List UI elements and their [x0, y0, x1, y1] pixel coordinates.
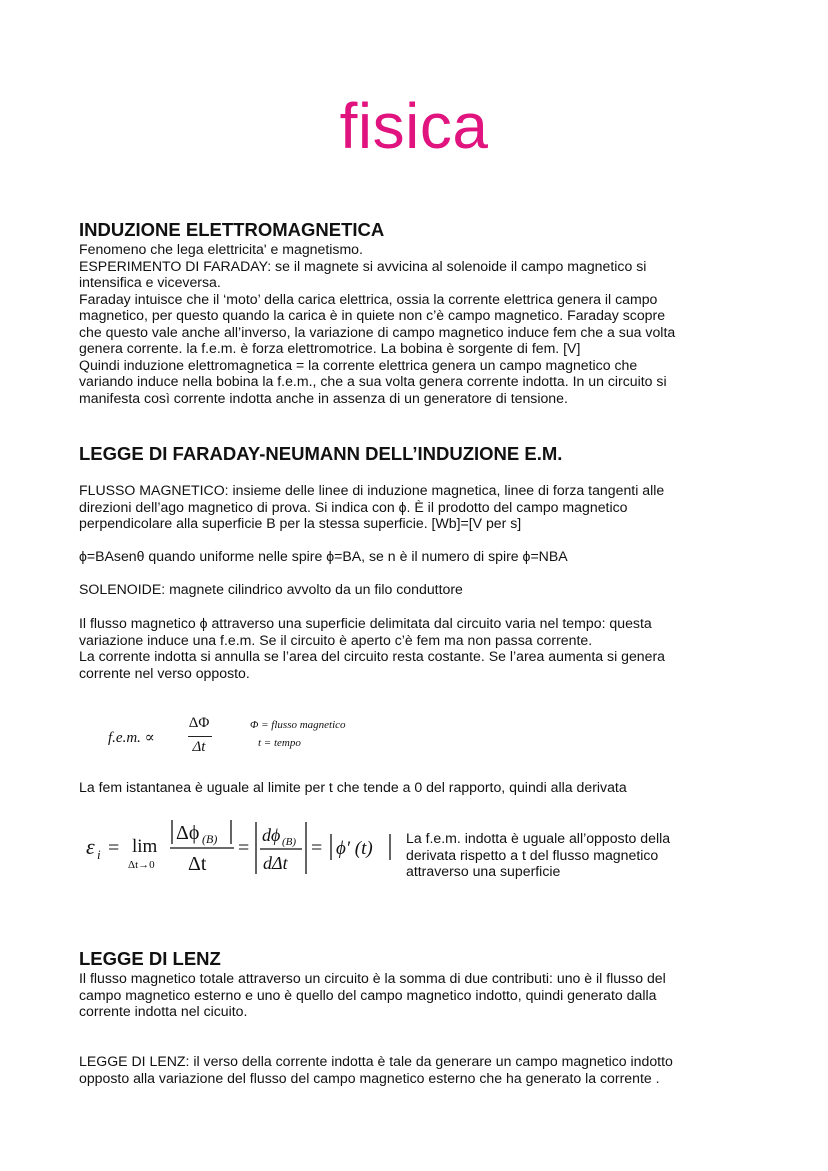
formula-num2: dϕ — [262, 825, 281, 845]
formula-equals-3: = — [311, 837, 323, 859]
paragraph-legge-lenz: LEGGE DI LENZ: il verso della corrente indotta è tale da generare un campo magnetico indotto opposto alla variazione del flusso del campo magnetico esterno che ha generato la corrente . — [79, 1053, 673, 1086]
paragraph-variazione-flusso: Il flusso magnetico ϕ attraverso una superficie delimitata dal circuito varia nel tempo: questa variazione induce una f.e.m. Se il circuito è aperto c’è fem ma non passa corrente. La corrente indotta si annulla se l’area del circuito resta costante. Se l’area aumenta si genera corrente nel verso opposto. — [79, 615, 666, 681]
formula-fem-numerator: ΔΦ — [188, 715, 210, 731]
formula-fem-denominator: Δt — [192, 739, 206, 755]
formula-num1: Δϕ — [176, 822, 200, 844]
paragraph-flusso-formula: ϕ=BAsenθ quando uniforme nelle spire ϕ=BA, se n è il numero di spire ϕ=NBA — [79, 548, 568, 564]
page-title: fisica — [339, 90, 489, 162]
formula-equals-1: = — [108, 837, 120, 859]
formula-legend — [250, 716, 346, 752]
formula-note: La f.e.m. indotta è uguale all’opposto della derivata rispetto a t del flusso magnetico attraverso una superficie — [406, 830, 671, 879]
formula-lim-sub: Δt→0 — [128, 859, 155, 871]
formula-fem-istantanea — [86, 816, 671, 880]
formula-equals-2: = — [238, 837, 250, 859]
formula-num2-sub: (B) — [282, 836, 297, 848]
formula-den1: Δt — [188, 853, 207, 875]
formula-derivative-svg — [86, 816, 396, 880]
paragraph-solenoide: SOLENOIDE: magnete cilindrico avvolto da un filo conduttore — [79, 581, 463, 597]
heading-faraday-neumann: LEGGE DI FARADAY-NEUMANN DELL’INDUZIONE E.M. — [79, 443, 563, 464]
paragraph-fem-istantanea: La fem istantanea è uguale al limite per t che tende a 0 del rapporto, quindi alla derivata — [79, 779, 627, 795]
formula-fem-lhs: f.e.m. ∝ — [108, 730, 155, 746]
paragraph-flusso-magnetico: FLUSSO MAGNETICO: insieme delle linee di induzione magnetica, linee di forza tangenti alle direzioni dell’ago magnetico di prova. Si indica con ϕ. È il prodotto del campo magnetico perpendicolare alla superficie B per la stessa superficie. [Wb]=[V per s] — [79, 482, 665, 531]
legend-flusso: Φ = flusso magnetico — [250, 719, 346, 731]
formula-num1-sub: (B) — [202, 832, 218, 846]
formula-den2: dΔt — [263, 853, 288, 873]
formula-epsilon-sub: i — [97, 847, 101, 862]
heading-induzione: INDUZIONE ELETTROMAGNETICA — [79, 219, 385, 240]
paragraph-flusso-totale: Il flusso magnetico totale attraverso un circuito è la somma di due contributi: uno è il flusso del campo magnetico esterno e uno è quello del campo magnetico indotto, quindi generato dalla corrente indotta nel cicuito. — [79, 970, 666, 1019]
fraction-bar — [188, 736, 212, 737]
legend-tempo: t = tempo — [258, 737, 301, 749]
formula-rhs: ϕ′ (t) — [336, 838, 373, 859]
heading-lenz: LEGGE DI LENZ — [79, 948, 221, 969]
paragraph-induzione: Fenomeno che lega elettricita' e magnetismo. ESPERIMENTO DI FARADAY: se il magnete si avvicina al solenoide il campo magnetico si intensifica e viceversa. Faraday intuisce che il ‘moto’ della carica elettrica, ossia la corrente elettrica genera il campo magnetico, per questo quando la carica è in quiete non c’è campo magnetico. Faraday scopre che questo vale anche all’inverso, la variazione di campo magnetico induce fem che a sua volta genera corrente. la f.e.m. è forza elettromotrice. La bobina è sorgente di fem. [V] Quindi induzione elettromagnetica = la corrente elettrica genera un campo magnetico che variando induce nella bobina la f.e.m., che a sua volta genera corrente indotta. In un circuito si manifesta così corrente indotta anche in assenza di un generatore di tensione. — [79, 241, 676, 406]
formula-lim: lim — [132, 836, 158, 857]
formula-epsilon: ε — [86, 834, 95, 859]
